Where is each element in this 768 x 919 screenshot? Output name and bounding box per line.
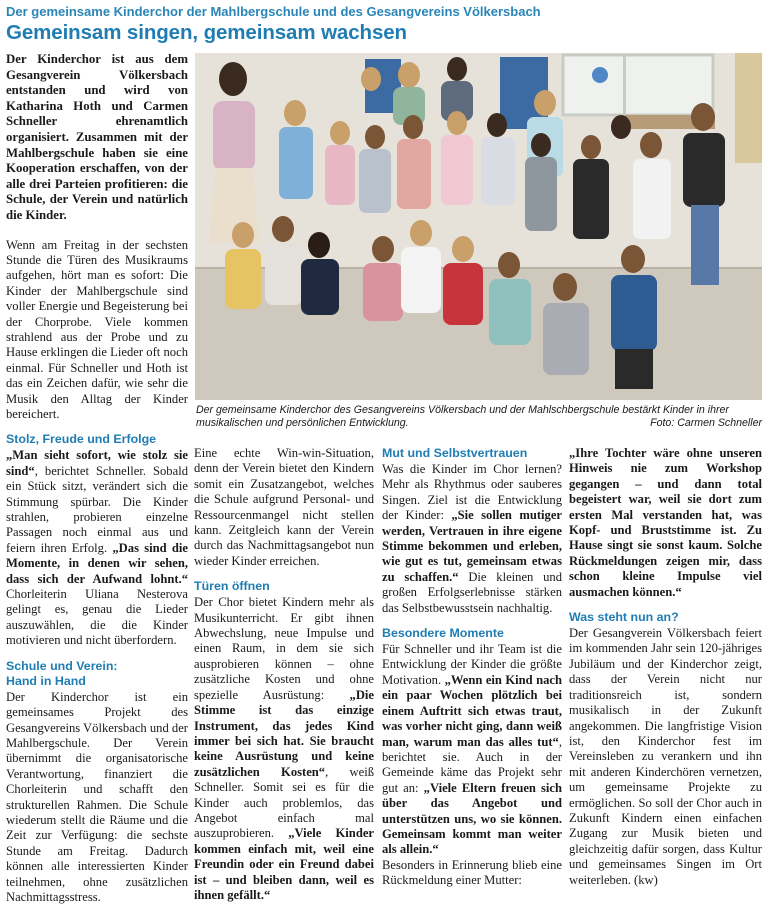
section-paragraph: Was die Kinder im Chor lernen? Mehr als Rhythmus oder sauberes Singen. Ziel ist die Entwicklung der Kinder: „Sie sollen mutiger werden, Vertrauen in ihre eigene Stimme bekommen und erleben, wie gut es tut, gemeinsam etwas zu schaffen.“ Die kleinen und großen Erfolgserlebnisse stärken das Selbstbewusstsein nachhaltig. [382, 462, 562, 615]
column-4 [569, 446, 762, 888]
section-heading: Stolz, Freude und Erfolge [6, 432, 157, 447]
lead-paragraph: Der Kinderchor ist aus dem Gesangverein Völkersbach entstanden und wird von Katharina Hoth und Carmen Schneller ehrenamtlich organisiert. Zusammen mit der Mahlbergschule haben sie eine Kooperation erschaffen, von der alle drei Parteien profitieren: die Schule, der Verein und natürlich die Kinder. [6, 52, 188, 222]
section-paragraph: Der Gesangverein Völkersbach feiert im kommenden Jahr sein 120-jähriges Jubiläum und der Kinderchor zeigt, dass der Verein nicht nur traditionsreich ist, sondern musikalisch in der Zukunft angekommen. Die langfristige Vision ist, den Kinderchor fest im Vereinsleben zu verankern und ihn mit anderen Kinderchören vernetzen, um gemeinsame Projekte zu ermöglichen. So soll der Chor auch in Zukunft Kindern einen einfachen Zugang zur Musik bieten und gleichzeitig dafür sorgen, dass Kultur und gemeinsames Singen im Ort weiterleben. (kw) [569, 626, 762, 887]
kicker: Der gemeinsame Kinderchor der Mahlbergschule und des Gesangvereins Völkersbach [6, 4, 541, 19]
section-paragraph: Eine echte Win-win-Situation, denn der Verein bietet den Kindern somit ein Zusatzangebot, welches die Schule aufgrund Personal- und Ressourcenmangel nicht stellen kann. Zeitgleich kann der Verein durch das Nachmittagsangebot nun wieder Kinder erreichen. [194, 446, 374, 568]
section-paragraph: Für Schneller und ihr Team ist die Entwicklung der Kinder die größte Motivation. „Wenn ein Kind nach ein paar Wochen plötzlich bei einem Auftritt sich etwas traut, was vorher nicht ging, dann weiß man, warum man das alles tut“, berichtet sie. Auch in der Gemeinde käme das Projekt sehr gut an: „Viele Eltern freuen sich über das Angebot und unterstützen uns, wo sie können. Gemeinsam kommt man weiter als allein.“ [382, 642, 562, 857]
photo-caption: Der gemeinsame Kinderchor des Gesangvereins Völkersbach und der Mahlschbergschule bestärkt Kinder in ihrer musikalischen und persönlichen Entwicklung. Foto: Carmen Schneller [196, 404, 762, 430]
section-heading: Mut und Selbstvertrauen [382, 446, 528, 460]
section-heading: Türen öffnen [194, 579, 270, 594]
quote-paragraph: „Ihre Tochter wäre ohne unseren Hinweis nie zum Workshop gegangen – und dann total begeistert war, weil sie dort zum ersten Mal verstanden hat, was Kopf- und Bruststimme ist. Zu Hause singt sie sonst kaum. Solche Rückmeldungen zeigen mir, dass schon kleine Impulse viel ausmachen können.“ [569, 446, 762, 599]
section-heading: Schule und Verein: Hand in Hand [6, 658, 118, 688]
page-title: Gemeinsam singen, gemeinsam wachsen [6, 21, 407, 44]
section-paragraph: Der Chor bietet Kindern mehr als Musikunterricht. Er gibt ihnen Abwechslung, neue Impulse und einen Raum, in dem sie sich ausprobieren können – ohne zusätzliche Kosten und ohne spezielle Ausrüstung: „Die Stimme ist das einzige Instrument, das jedes Kind immer bei sich hat. Sie braucht keine Ausrüstung und keine zusätzlichen Kosten“, weiß Schneller. Somit sei es für die Kinder auch problemlos, das Angebot einfach mal auszuprobieren. „Viele Kinder kommen einfach mit, weil eine Freundin oder ein Freund dabei ist – und bleiben dann, weil es ihnen gefällt.“ [194, 595, 374, 902]
column-1 [6, 52, 188, 905]
section-paragraph: Der Kinderchor ist ein gemeinsames Projekt des Gesangvereins Völkersbach und der Mahlbergschule. Der Verein übernimmt die organisatorische Verantwortung, finanziert die Chorleiterin und schafft den strukturellen Rahmen. Die Schule wiederum stellt die Räume und die Zeit zur Verfügung: die sechste Stunde am Freitag. Dadurch können alle interessierten Kinder teilnehmen, ohne zusätzlichen Nachmittagsstress. [6, 689, 188, 904]
column-3 [382, 446, 562, 889]
group-photo [195, 53, 762, 400]
section-paragraph: „Man sieht sofort, wie stolz sie sind“, berichtet Schneller. Sobald ein Stück sitzt, verändert sich die Stimmung spürbar. Die Kinder strahlen, probieren einzelne Passagen noch einmal aus und feiern ihren Erfolg. „Das sind die Momente, in denen wir sehen, dass sich der Aufwand lohnt.“ Chorleiterin Uliana Nesterova gelingt es, genau die Lieder auszuwählen, die die Kinder motivieren und nicht überfordern. [6, 448, 188, 648]
column-2 [194, 446, 374, 903]
intro-paragraph: Wenn am Freitag in der sechsten Stunde die Türen des Musikraums aufgehen, hört man es sofort: Die Kinder der Mahlbergschule sind voller Energie und Begeisterung bei der Chorprobe. Viele kommen strahlend aus der Probe und zu Hause erklingen die Lieder oft noch einmal. Für Schneller und Hoth ist das ein Zeichen dafür, wie sehr die Musik den Alltag der Kinder bereichert. [6, 237, 188, 421]
section-heading: Besondere Momente [382, 626, 504, 641]
section-paragraph: Besonders in Erinnerung blieb eine Rückmeldung einer Mutter: [382, 857, 562, 888]
photo-credit: Foto: Carmen Schneller [650, 417, 762, 430]
group-photo-icon [195, 53, 762, 400]
section-heading: Was steht nun an? [569, 610, 679, 625]
